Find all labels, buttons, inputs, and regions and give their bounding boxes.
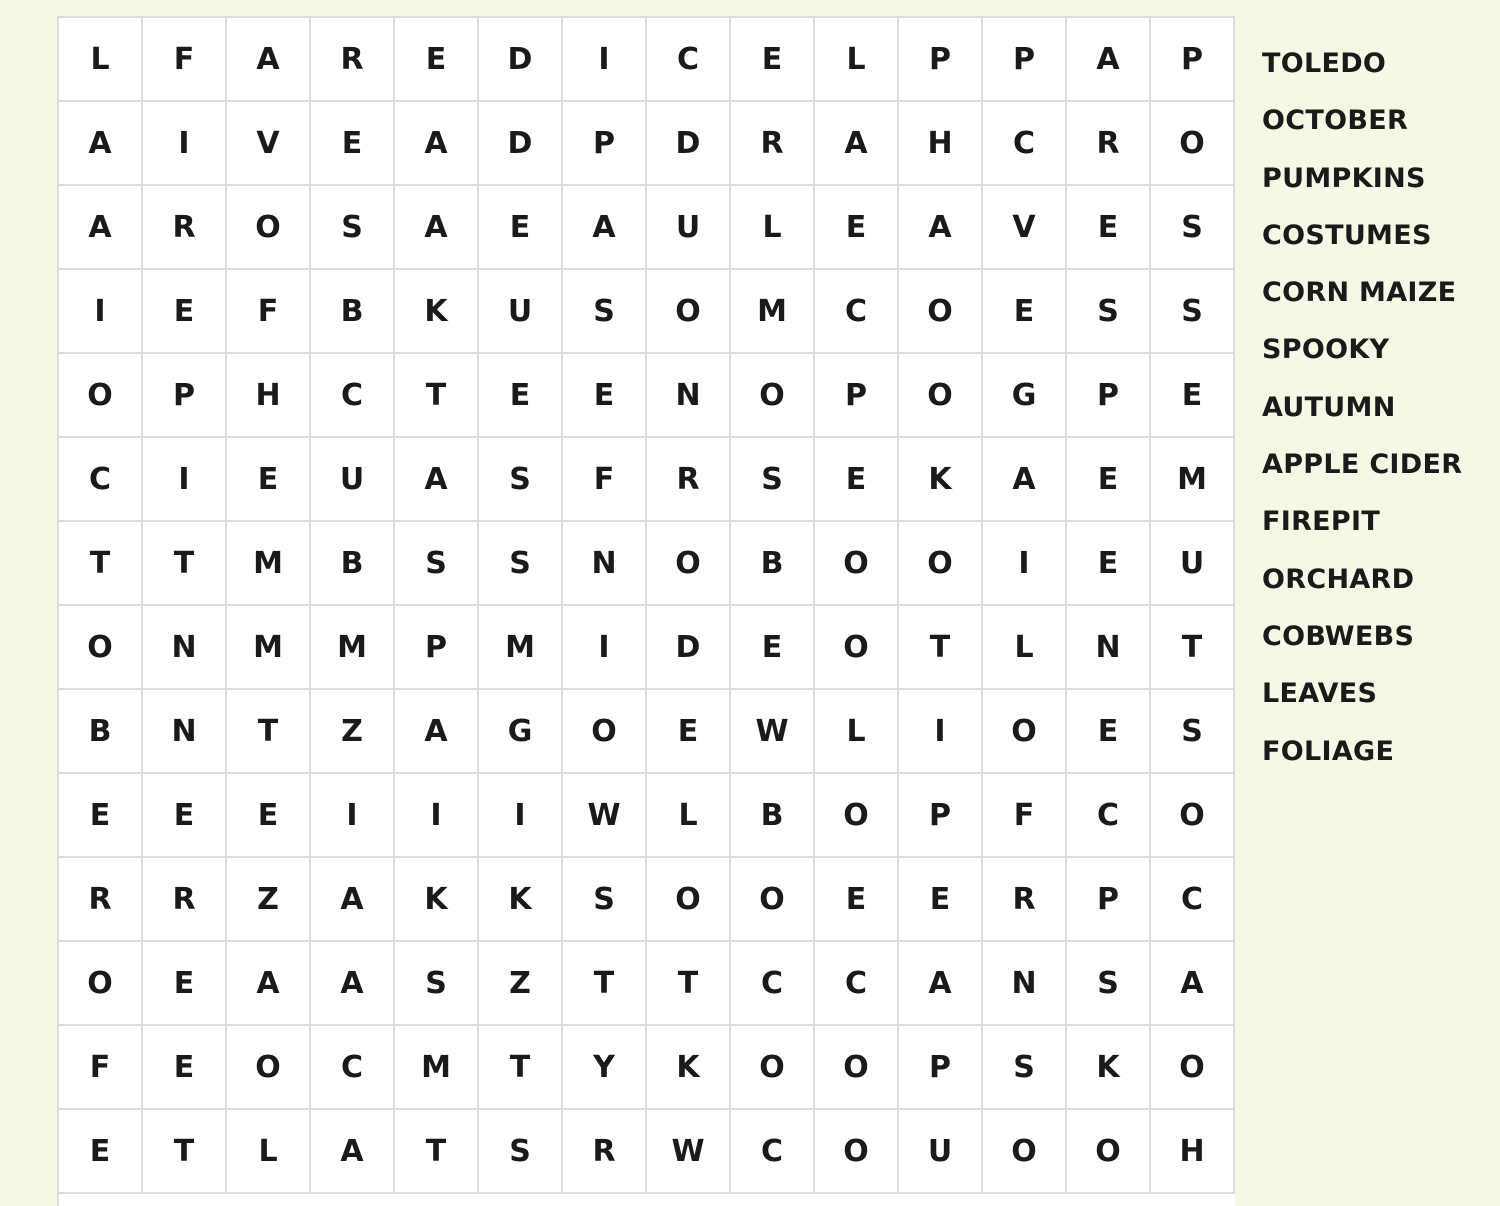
grid-cell[interactable]: P <box>563 102 647 186</box>
grid-cell[interactable]: C <box>59 438 143 522</box>
grid-cell[interactable]: R <box>563 1110 647 1194</box>
grid-cell[interactable]: U <box>899 1110 983 1194</box>
grid-cell[interactable]: S <box>479 1110 563 1194</box>
grid-cell[interactable]: N <box>647 354 731 438</box>
grid-cell[interactable]: E <box>59 774 143 858</box>
grid-cell[interactable]: O <box>1151 774 1235 858</box>
grid-cell[interactable]: K <box>395 858 479 942</box>
grid-cell[interactable]: O <box>59 942 143 1026</box>
grid-cell[interactable]: O <box>899 270 983 354</box>
word-list-item: COBWEBS <box>1262 620 1415 652</box>
grid-cell[interactable]: Z <box>479 942 563 1026</box>
grid-cell[interactable]: T <box>563 942 647 1026</box>
word-list-item: FOLIAGE <box>1262 735 1395 767</box>
word-list-item: FIREPIT <box>1262 506 1381 538</box>
grid-cell[interactable]: E <box>1151 354 1235 438</box>
grid-cell[interactable]: A <box>1067 18 1151 102</box>
word-list-item: TOLEDO <box>1262 48 1387 79</box>
grid-cell[interactable]: O <box>731 1026 815 1110</box>
grid-cell[interactable]: I <box>983 522 1067 606</box>
grid-cell[interactable]: I <box>563 606 647 690</box>
grid-cell[interactable]: H <box>899 102 983 186</box>
grid-cell[interactable]: G <box>479 690 563 774</box>
grid-cell[interactable]: A <box>395 102 479 186</box>
grid-cell[interactable]: F <box>563 438 647 522</box>
grid-cell[interactable]: M <box>227 522 311 606</box>
grid-cell[interactable]: Y <box>563 1026 647 1110</box>
grid-cell[interactable]: T <box>59 522 143 606</box>
grid-cell[interactable]: I <box>563 18 647 102</box>
word-list <box>1262 42 1498 787</box>
grid-cell[interactable]: E <box>731 606 815 690</box>
grid-cell[interactable]: T <box>143 522 227 606</box>
grid-cell[interactable]: C <box>311 1026 395 1110</box>
grid-cell[interactable]: W <box>731 690 815 774</box>
grid-cell[interactable]: A <box>395 690 479 774</box>
grid-cell[interactable]: O <box>731 354 815 438</box>
grid-cell[interactable]: E <box>143 1026 227 1110</box>
grid-cell[interactable]: E <box>227 438 311 522</box>
grid-cell[interactable]: O <box>899 354 983 438</box>
grid-cell[interactable]: T <box>227 690 311 774</box>
grid-cell[interactable]: O <box>815 522 899 606</box>
grid-cell[interactable]: A <box>899 186 983 270</box>
grid-cell[interactable]: E <box>983 270 1067 354</box>
word-list-item: AUTUMN <box>1262 391 1396 423</box>
grid-cell[interactable]: T <box>395 354 479 438</box>
grid-cell[interactable]: S <box>1151 186 1235 270</box>
grid-cell[interactable]: C <box>815 942 899 1026</box>
grid-cell[interactable]: O <box>815 606 899 690</box>
grid-cell[interactable]: L <box>815 18 899 102</box>
grid-cell[interactable]: O <box>815 1026 899 1110</box>
grid-cell[interactable]: P <box>143 354 227 438</box>
grid-cell[interactable]: W <box>563 774 647 858</box>
word-list-item: LEAVES <box>1262 678 1378 710</box>
grid-cell[interactable]: G <box>983 354 1067 438</box>
grid-cell[interactable]: D <box>479 18 563 102</box>
grid-cell[interactable]: M <box>479 606 563 690</box>
grid-cell[interactable]: K <box>647 1026 731 1110</box>
grid-cell[interactable]: B <box>731 522 815 606</box>
grid-cell[interactable]: O <box>227 1026 311 1110</box>
grid-cell[interactable]: W <box>647 1110 731 1194</box>
grid-cell[interactable]: O <box>983 690 1067 774</box>
grid-cell[interactable]: I <box>395 774 479 858</box>
grid-cell[interactable]: Z <box>311 690 395 774</box>
grid-cell[interactable]: L <box>815 690 899 774</box>
grid-cell[interactable]: U <box>311 438 395 522</box>
grid-cell[interactable]: O <box>647 270 731 354</box>
grid-cell[interactable]: O <box>899 522 983 606</box>
grid-cell[interactable]: R <box>1067 102 1151 186</box>
grid-cell[interactable]: N <box>1067 606 1151 690</box>
grid-cell[interactable]: L <box>647 774 731 858</box>
grid-cell[interactable]: E <box>1067 438 1151 522</box>
grid-cell[interactable]: C <box>815 270 899 354</box>
grid-cell[interactable]: O <box>731 858 815 942</box>
grid-cell[interactable]: I <box>311 774 395 858</box>
grid-cell[interactable]: O <box>1151 102 1235 186</box>
grid-cell[interactable]: A <box>227 942 311 1026</box>
grid-cell[interactable]: E <box>479 354 563 438</box>
grid-cell[interactable]: D <box>647 102 731 186</box>
grid-cell[interactable]: S <box>563 270 647 354</box>
grid-cell[interactable]: L <box>983 606 1067 690</box>
grid-cell[interactable]: R <box>311 18 395 102</box>
grid-cell[interactable]: M <box>227 606 311 690</box>
grid-cell[interactable]: N <box>143 606 227 690</box>
grid-cell[interactable]: L <box>731 186 815 270</box>
grid-cell[interactable]: E <box>815 438 899 522</box>
grid-cell[interactable]: E <box>479 186 563 270</box>
word-list-item: PUMPKINS <box>1262 162 1426 194</box>
grid-cell[interactable]: S <box>479 522 563 606</box>
grid-cell[interactable]: H <box>227 354 311 438</box>
grid-cell[interactable]: U <box>1151 522 1235 606</box>
grid-cell[interactable]: O <box>59 606 143 690</box>
grid-cell[interactable]: K <box>395 270 479 354</box>
grid-cell[interactable]: I <box>59 270 143 354</box>
grid-cell[interactable]: T <box>899 606 983 690</box>
grid-cell[interactable]: P <box>1067 858 1151 942</box>
grid-cell[interactable]: P <box>1151 18 1235 102</box>
grid-cell[interactable]: R <box>731 102 815 186</box>
grid-cell[interactable]: A <box>311 858 395 942</box>
grid-cell[interactable]: K <box>1067 1026 1151 1110</box>
grid-cell[interactable]: E <box>647 690 731 774</box>
grid-cell[interactable]: M <box>395 1026 479 1110</box>
grid-cell[interactable]: A <box>227 18 311 102</box>
grid-cell[interactable]: A <box>59 102 143 186</box>
grid-cell[interactable]: S <box>479 438 563 522</box>
grid-cell[interactable]: E <box>563 354 647 438</box>
letter-grid <box>57 16 1235 1206</box>
grid-cell[interactable]: M <box>311 606 395 690</box>
grid-cell[interactable]: C <box>983 102 1067 186</box>
grid-cell[interactable]: T <box>479 1026 563 1110</box>
grid-cell[interactable]: I <box>143 102 227 186</box>
grid-cell[interactable]: A <box>1151 942 1235 1026</box>
grid-cell[interactable]: N <box>563 522 647 606</box>
grid-cell[interactable]: A <box>311 1110 395 1194</box>
grid-cell[interactable]: F <box>227 270 311 354</box>
grid-cell[interactable]: O <box>647 858 731 942</box>
grid-cell[interactable]: D <box>479 102 563 186</box>
grid-cell[interactable]: D <box>647 606 731 690</box>
grid-cell[interactable]: O <box>647 522 731 606</box>
grid-cell[interactable]: A <box>395 438 479 522</box>
grid-cell[interactable]: B <box>311 522 395 606</box>
grid-cell[interactable]: V <box>227 102 311 186</box>
grid-cell[interactable]: O <box>1067 1110 1151 1194</box>
grid-cell[interactable]: S <box>395 942 479 1026</box>
grid-cell[interactable]: F <box>983 774 1067 858</box>
grid-cell[interactable]: U <box>479 270 563 354</box>
grid-cell[interactable]: E <box>395 18 479 102</box>
grid-cell[interactable]: P <box>395 606 479 690</box>
grid-cell[interactable]: E <box>143 942 227 1026</box>
grid-cell[interactable]: L <box>59 18 143 102</box>
grid-cell[interactable]: E <box>59 1110 143 1194</box>
grid-cell[interactable]: A <box>311 942 395 1026</box>
grid-cell[interactable]: F <box>143 18 227 102</box>
grid-cell[interactable]: S <box>1151 690 1235 774</box>
grid-cell[interactable]: I <box>479 774 563 858</box>
grid-cell[interactable]: I <box>899 690 983 774</box>
grid-cell[interactable]: P <box>815 354 899 438</box>
grid-cell[interactable]: C <box>311 354 395 438</box>
grid-cell[interactable]: E <box>1067 522 1151 606</box>
word-list-item: ORCHARD <box>1262 563 1415 595</box>
grid-cell[interactable]: E <box>311 102 395 186</box>
grid-cell[interactable]: E <box>815 186 899 270</box>
grid-cell[interactable]: H <box>1151 1110 1235 1194</box>
grid-cell[interactable]: M <box>1151 438 1235 522</box>
grid-cell[interactable]: T <box>143 1110 227 1194</box>
grid-cell[interactable]: C <box>1067 774 1151 858</box>
grid-cell[interactable]: O <box>227 186 311 270</box>
grid-cell[interactable]: R <box>647 438 731 522</box>
grid-cell[interactable]: S <box>1067 942 1151 1026</box>
grid-cell[interactable]: R <box>59 858 143 942</box>
grid-cell[interactable]: O <box>815 1110 899 1194</box>
grid-cell[interactable]: R <box>983 858 1067 942</box>
grid-cell[interactable]: U <box>647 186 731 270</box>
grid-cell[interactable]: S <box>1067 270 1151 354</box>
grid-cell[interactable]: T <box>1151 606 1235 690</box>
grid-cell[interactable]: R <box>143 858 227 942</box>
grid-cell[interactable]: F <box>59 1026 143 1110</box>
grid-cell[interactable]: P <box>899 774 983 858</box>
grid-cell[interactable]: V <box>983 186 1067 270</box>
word-list-item: COSTUMES <box>1262 219 1432 251</box>
grid-cell[interactable]: P <box>899 18 983 102</box>
word-list-item: APPLE CIDER <box>1262 449 1463 481</box>
grid-cell[interactable]: E <box>1067 690 1151 774</box>
grid-cell[interactable]: A <box>899 942 983 1026</box>
grid-cell[interactable]: O <box>815 774 899 858</box>
grid-cell[interactable]: C <box>647 18 731 102</box>
grid-cell[interactable]: A <box>395 186 479 270</box>
grid-cell[interactable]: Z <box>227 858 311 942</box>
grid-cell[interactable]: T <box>647 942 731 1026</box>
grid-cell[interactable]: A <box>983 438 1067 522</box>
word-list-item: OCTOBER <box>1262 105 1409 137</box>
grid-cell[interactable]: S <box>395 522 479 606</box>
grid-cell[interactable]: N <box>143 690 227 774</box>
word-list-item: SPOOKY <box>1262 334 1390 366</box>
grid-cell[interactable]: E <box>815 858 899 942</box>
grid-cell[interactable]: E <box>143 774 227 858</box>
grid-cell[interactable]: P <box>899 1026 983 1110</box>
grid-cell[interactable]: N <box>983 942 1067 1026</box>
word-list-item: CORN MAIZE <box>1262 277 1457 309</box>
grid-cell[interactable]: E <box>143 270 227 354</box>
grid-cell[interactable]: A <box>59 186 143 270</box>
grid-cell[interactable]: B <box>731 774 815 858</box>
grid-cell[interactable]: S <box>731 438 815 522</box>
grid-cell[interactable]: A <box>563 186 647 270</box>
grid-cell[interactable]: B <box>59 690 143 774</box>
grid-cell[interactable]: S <box>1151 270 1235 354</box>
grid-cell[interactable]: L <box>227 1110 311 1194</box>
grid-cell[interactable]: K <box>899 438 983 522</box>
grid-cell[interactable]: O <box>563 690 647 774</box>
grid-cell[interactable]: C <box>1151 858 1235 942</box>
grid-cell[interactable]: M <box>731 270 815 354</box>
grid-cell[interactable]: C <box>731 1110 815 1194</box>
grid-cell[interactable]: E <box>1067 186 1151 270</box>
grid-cell[interactable]: T <box>395 1110 479 1194</box>
grid-cell[interactable]: S <box>563 858 647 942</box>
grid-cell[interactable]: P <box>983 18 1067 102</box>
grid-cell[interactable]: I <box>143 438 227 522</box>
grid-cell[interactable]: O <box>1151 1026 1235 1110</box>
grid-cell[interactable]: E <box>899 858 983 942</box>
grid-cell[interactable]: O <box>59 354 143 438</box>
grid-cell[interactable]: O <box>983 1110 1067 1194</box>
grid-cell[interactable]: E <box>731 18 815 102</box>
grid-cell[interactable]: K <box>479 858 563 942</box>
grid-cell[interactable]: A <box>815 102 899 186</box>
grid-cell[interactable]: R <box>143 186 227 270</box>
grid-cell[interactable]: S <box>983 1026 1067 1110</box>
grid-cell[interactable]: E <box>227 774 311 858</box>
grid-cell[interactable]: B <box>311 270 395 354</box>
grid-cell[interactable]: C <box>731 942 815 1026</box>
grid-cell[interactable]: S <box>311 186 395 270</box>
grid-cell[interactable]: P <box>1067 354 1151 438</box>
